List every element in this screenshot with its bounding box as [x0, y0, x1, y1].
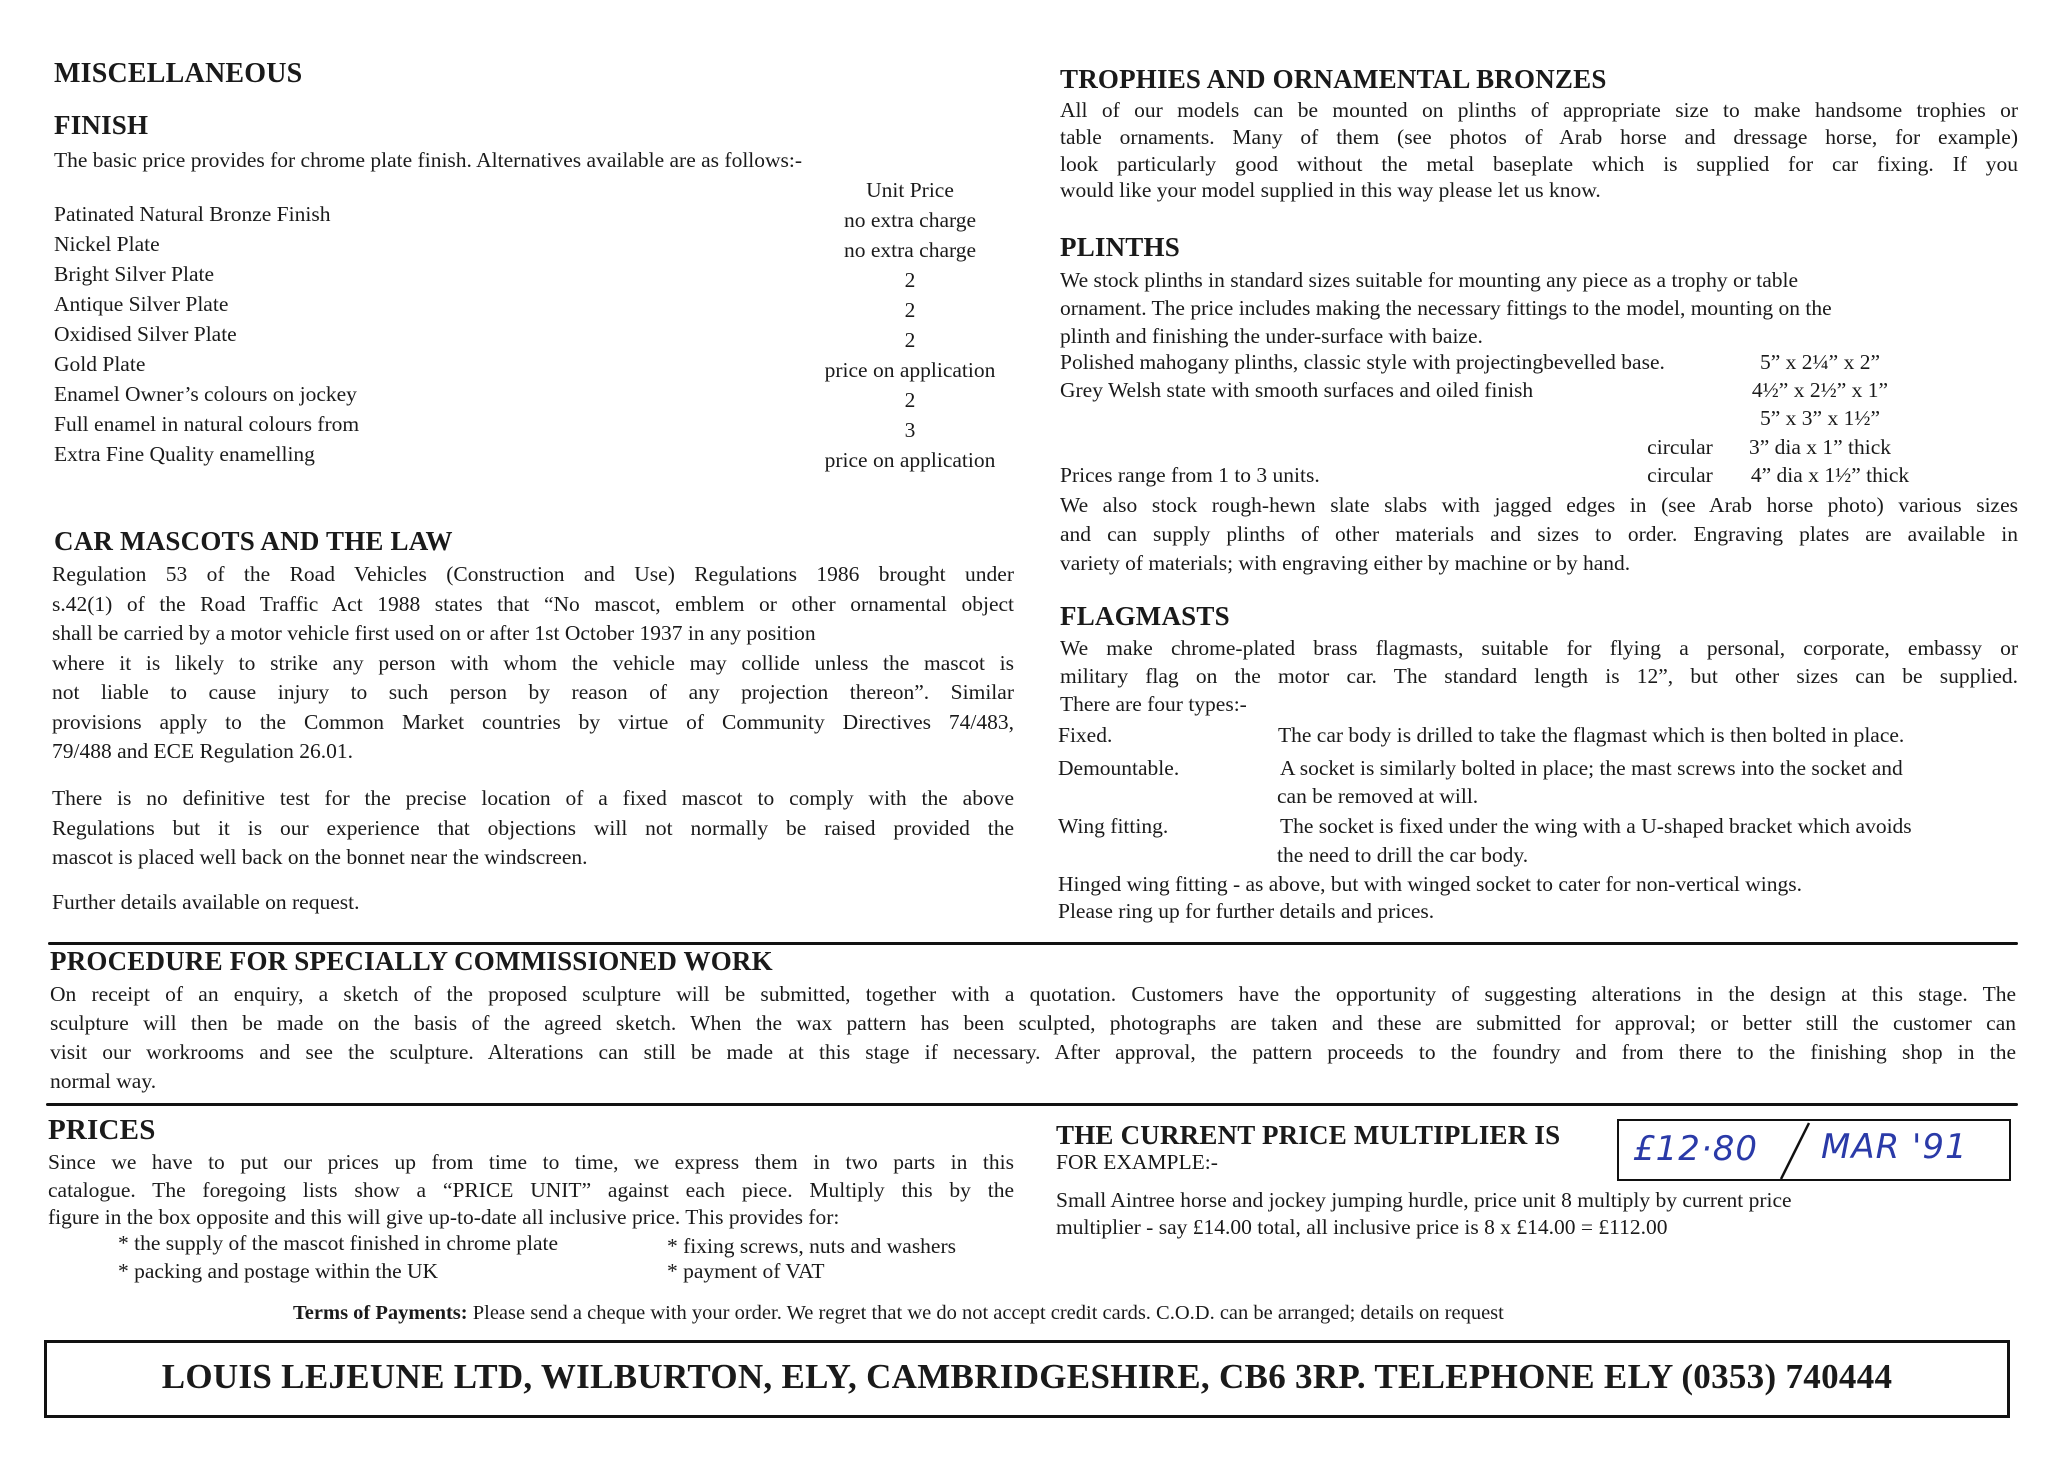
law-paragraph — [52, 560, 1014, 767]
prices-line: Since we have to put our prices up from time to time, we express them in two parts in this — [48, 1150, 1014, 1174]
example-line: Small Aintree horse and jockey jumping hurdle, price unit 8 multiply by current price — [1056, 1188, 1792, 1212]
prices-bullet: * fixing screws, nuts and washers — [667, 1234, 957, 1258]
trophies-line: look particularly good without the metal baseplate which is supplied for car fixing. If you — [1060, 151, 2018, 176]
terms-label: Terms of Payments: — [293, 1302, 468, 1324]
trophies-line: table ornaments. Many of them (see photos of Arab horse and dressage horse, for example) — [1060, 124, 2018, 149]
law-line: provisions apply to the Common Market countries by virtue of Community Directives 74/483, — [52, 709, 1014, 734]
procedure-paragraph — [50, 980, 2016, 1096]
plinths-line: We stock plinths in standard sizes suitable for mounting any piece as a trophy or table — [1060, 268, 1799, 292]
prices-bullet: * packing and postage within the UK — [118, 1259, 439, 1283]
finish-item: Full enamel in natural colours from — [54, 412, 360, 436]
flagmast-type-desc: the need to drill the car body. — [1277, 843, 1529, 867]
heading-procedure: PROCEDURE FOR SPECIALLY COMMISSIONED WORK — [50, 946, 773, 976]
prices-bullet: * the supply of the mascot finished in chrome plate — [118, 1231, 559, 1255]
law-paragraph-2 — [52, 784, 1014, 873]
prices-paragraph — [48, 1149, 1014, 1232]
procedure-line: visit our workrooms and see the sculpture. Alterations can still be made at this stage if necessary. After approval, the pattern proceeds to the foundry and from there to the finishing shop in the — [50, 1040, 2016, 1064]
flagmast-type-name: Demountable. — [1058, 756, 1180, 780]
finish-price: price on application — [824, 448, 996, 472]
footer-address-box — [44, 1340, 2010, 1418]
finish-price: 2 — [904, 328, 916, 352]
law-line: not liable to cause injury to such person by reason of any projection thereon”. Similar — [52, 680, 1014, 704]
finish-item: Nickel Plate — [54, 232, 160, 256]
example-label: FOR EXAMPLE:- — [1056, 1150, 1218, 1174]
plinths-line: ornament. The price includes making the necessary fittings to the model, mounting on the — [1060, 296, 1832, 320]
finish-price: no extra charge — [843, 238, 977, 262]
finish-price: no extra charge — [843, 208, 977, 232]
finish-price: 2 — [904, 388, 916, 412]
trophies-line: All of our models can be mounted on plinths of appropriate size to make handsome trophies or — [1060, 98, 2018, 122]
finish-price: 2 — [904, 268, 916, 292]
heading-trophies: TROPHIES AND ORNAMENTAL BRONZES — [1060, 64, 1607, 94]
plinth-size: 4½” x 2½” x 1” — [1751, 378, 1889, 402]
prices-line: figure in the box opposite and this will give up-to-date all inclusive price. This provides for: — [48, 1205, 840, 1229]
plinth-size: 5” x 2¼” x 2” — [1759, 350, 1880, 374]
example-line: multiplier - say £14.00 total, all inclusive price is 8 x £14.00 = £112.00 — [1056, 1215, 1668, 1239]
law-line: s.42(1) of the Road Traffic Act 1988 states that “No mascot, emblem or other ornamental object — [52, 591, 1014, 616]
procedure-line: On receipt of an enquiry, a sketch of the proposed sculpture will be submitted, together with a quotation. Customers have the opportunity of suggesting alterations in the design at this stage. The — [50, 982, 2016, 1006]
plinth-shape: circular — [1647, 463, 1713, 487]
terms-text: Please send a cheque with your order. We regret that we do not accept credit cards. C.O.D. can be arranged; details on request — [467, 1302, 1504, 1324]
finish-intro: The basic price provides for chrome plate finish. Alternatives available are as follows:- — [54, 148, 803, 172]
plinths-paragraph — [1060, 266, 2018, 350]
flagmast-type-desc: A socket is similarly bolted in place; the mast screws into the socket and — [1280, 756, 1903, 780]
finish-item: Antique Silver Plate — [54, 292, 229, 316]
multiplier-value: £12·80 — [1633, 1129, 1758, 1169]
further-details: Further details available on request. — [52, 890, 360, 914]
heading-plinths: PLINTHS — [1060, 232, 1180, 262]
finish-item: Enamel Owner’s colours on jockey — [54, 382, 357, 406]
flagmast-closing: Please ring up for further details and prices. — [1058, 899, 1435, 923]
divider-rule — [46, 1103, 2018, 1106]
procedure-line: sculpture will then be made on the basis of the agreed sketch. When the wax pattern has been sculpted, photographs are taken and these are submitted for approval; or better still the customer can — [50, 1011, 2016, 1035]
plinths-after-line: variety of materials; with engraving either by machine or by hand. — [1060, 551, 1631, 575]
flagmasts-line: We make chrome-plated brass flagmasts, suitable for flying a personal, corporate, embassy or — [1060, 636, 2018, 660]
heading-finish: FINISH — [54, 110, 149, 140]
plinths-after-line: We also stock rough-hewn slate slabs with jagged edges in (see Arab horse photo) various sizes — [1060, 493, 2018, 517]
plinth-desc: Grey Welsh state with smooth surfaces and oiled finish — [1060, 378, 1534, 402]
law-line: shall be carried by a motor vehicle first used on or after 1st October 1937 in any position — [52, 621, 816, 645]
terms-of-payment — [293, 1302, 1504, 1325]
trophies-line: would like your model supplied in this way please let us know. — [1060, 178, 1601, 203]
heading-flagmasts: FLAGMASTS — [1060, 601, 1230, 631]
finish-price: 2 — [904, 298, 916, 322]
law-line: where it is likely to strike any person with whom the vehicle may collide unless the mascot is — [52, 650, 1014, 675]
finish-item: Bright Silver Plate — [54, 262, 215, 286]
plinth-size: 4” dia x 1½” thick — [1750, 463, 1910, 487]
heading-car-mascots-law: CAR MASCOTS AND THE LAW — [54, 526, 453, 556]
trophies-paragraph — [1060, 97, 2018, 204]
heading-price-multiplier: THE CURRENT PRICE MULTIPLIER IS — [1056, 1120, 1561, 1150]
finish-price: 3 — [904, 418, 916, 442]
divider-rule — [48, 942, 2018, 945]
plinth-size: 3” dia x 1” thick — [1748, 435, 1892, 459]
flagmast-type-desc: The car body is drilled to take the flagmast which is then bolted in place. — [1278, 723, 1905, 747]
unit-price-header: Unit Price — [866, 178, 954, 202]
plinths-line: plinth and finishing the under-surface with baize. — [1060, 324, 1483, 348]
finish-item: Patinated Natural Bronze Finish — [54, 202, 331, 226]
multiplier-date: MAR '91 — [1821, 1127, 1968, 1167]
plinths-after-line: and can supply plinths of other materials and sizes to order. Engraving plates are available in — [1060, 522, 2018, 546]
law-line: 79/488 and ECE Regulation 26.01. — [52, 739, 353, 763]
prices-line: catalogue. The foregoing lists show a “PRICE UNIT” against each piece. Multiply this by the — [48, 1177, 1014, 1202]
multiplier-box — [1617, 1119, 2011, 1181]
flagmasts-line: There are four types:- — [1060, 692, 1247, 716]
plinths-after-paragraph — [1060, 491, 2018, 578]
plinth-desc: Polished mahogany plinths, classic style with projectingbevelled base. — [1060, 350, 1665, 374]
flagmast-type-desc: can be removed at will. — [1277, 784, 1479, 808]
law-line: Regulations but it is our experience that objections will not normally be raised provided the — [52, 815, 1014, 840]
law-line: There is no definitive test for the precise location of a fixed mascot to comply with the above — [52, 786, 1014, 810]
plinth-size: 5” x 3” x 1½” — [1759, 406, 1880, 430]
law-line: Regulation 53 of the Road Vehicles (Construction and Use) Regulations 1986 brought under — [52, 562, 1014, 586]
flagmasts-paragraph — [1060, 634, 2018, 718]
procedure-line: normal way. — [50, 1069, 157, 1093]
flagmast-hinged: Hinged wing fitting - as above, but with winged socket to cater for non-vertical wings. — [1058, 872, 1802, 896]
finish-item: Extra Fine Quality enamelling — [54, 442, 315, 466]
section-title-miscellaneous: MISCELLANEOUS — [54, 58, 303, 89]
flagmast-type-name: Fixed. — [1058, 723, 1113, 747]
plinth-shape: circular — [1647, 435, 1713, 459]
plinth-desc: Prices range from 1 to 3 units. — [1060, 463, 1320, 487]
finish-item: Oxidised Silver Plate — [54, 322, 237, 346]
finish-price: price on application — [824, 358, 996, 382]
flagmast-type-desc: The socket is fixed under the wing with a U-shaped bracket which avoids — [1280, 814, 1912, 838]
law-line: mascot is placed well back on the bonnet near the windscreen. — [52, 845, 588, 869]
finish-item: Gold Plate — [54, 352, 146, 376]
flagmasts-line: military flag on the motor car. The standard length is 12”, but other sizes can be supplied. — [1060, 664, 2018, 688]
flagmast-type-name: Wing fitting. — [1058, 814, 1169, 838]
heading-prices: PRICES — [48, 1114, 156, 1146]
company-address: LOUIS LEJEUNE LTD, WILBURTON, ELY, CAMBRIDGESHIRE, CB6 3RP. TELEPHONE ELY (0353) 740444 — [161, 1357, 1893, 1396]
prices-bullet: * payment of VAT — [667, 1259, 825, 1283]
